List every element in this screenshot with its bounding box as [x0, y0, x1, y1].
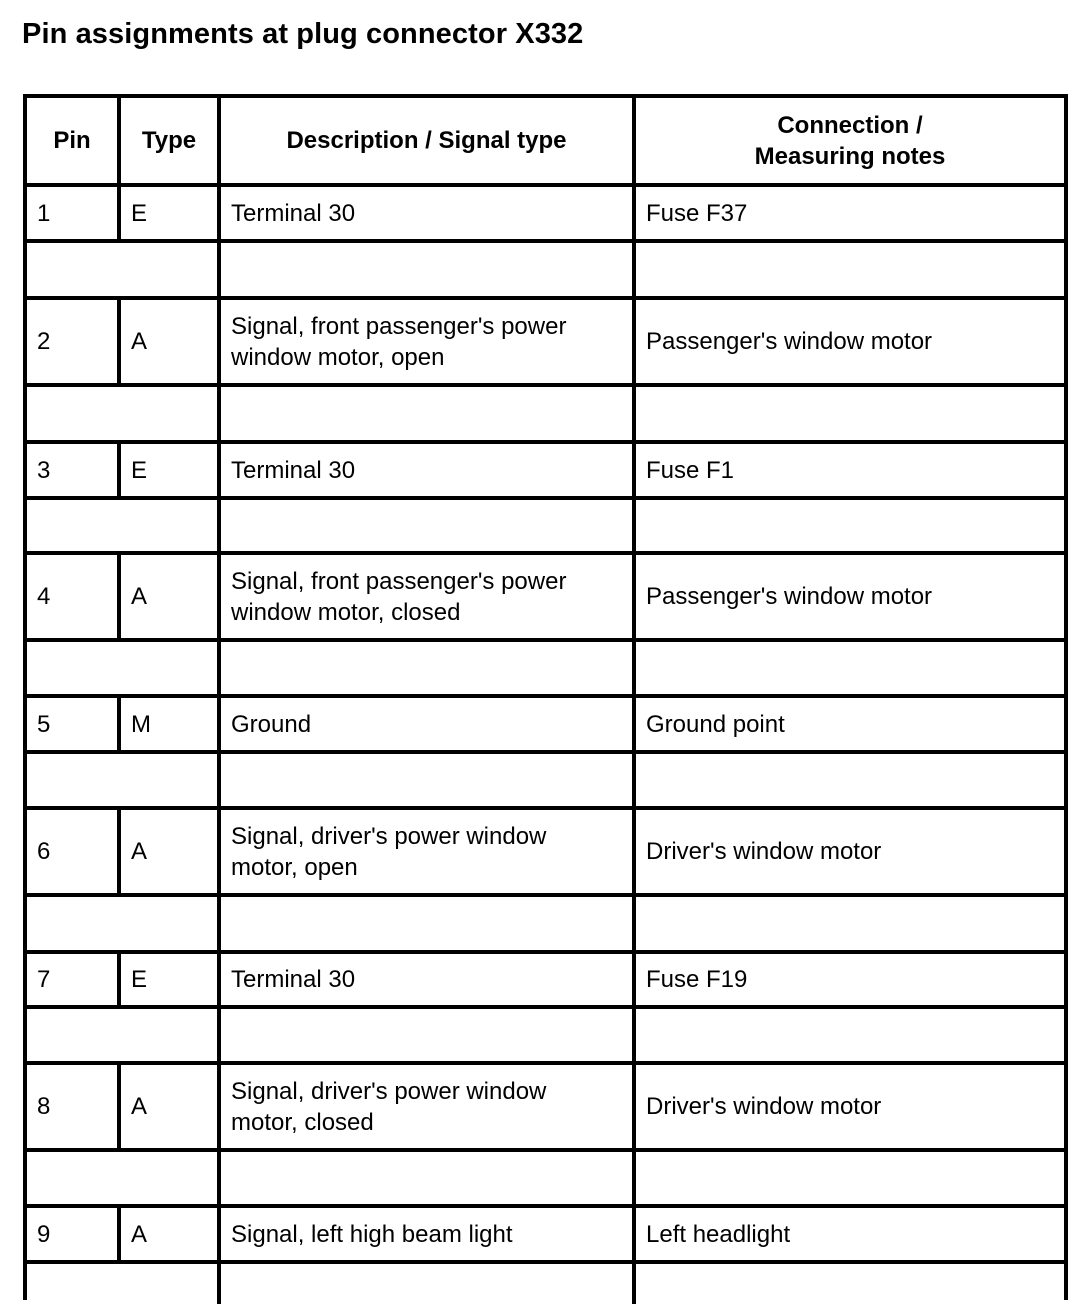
table-row — [27, 300, 1064, 387]
description-cell: Terminal 30 — [217, 444, 632, 496]
type-cell: A — [131, 1093, 148, 1120]
header-connection: Connection / Measuring notes — [632, 98, 1064, 183]
connection-cell: Left headlight — [632, 1208, 1064, 1260]
page-title: Pin assignments at plug connector X332 — [22, 18, 584, 50]
type-cell: A — [131, 1220, 148, 1248]
table-row — [27, 1208, 1064, 1264]
connection-cell: Driver's window motor — [632, 1065, 1064, 1148]
pin-cell: 4 — [27, 555, 121, 638]
pin-assignment-table — [23, 94, 1068, 1300]
pin-cell: 5 — [27, 698, 121, 750]
description-cell: Signal, driver's power window motor, closed — [217, 1065, 632, 1148]
spacer-row — [27, 243, 1064, 300]
spacer-row — [27, 754, 1064, 810]
description-cell: Signal, front passenger's power window motor, open — [217, 300, 632, 383]
table-row — [27, 187, 1064, 243]
spacer-row — [27, 1152, 1064, 1208]
pin-cell: 7 — [27, 954, 121, 1005]
table-header-row — [27, 98, 1064, 187]
type-cell: A — [131, 583, 148, 610]
table-row — [27, 954, 1064, 1009]
spacer-row — [27, 387, 1064, 444]
header-type: Type — [141, 127, 197, 154]
type-cell: E — [131, 966, 148, 993]
pin-cell: 9 — [27, 1208, 121, 1260]
table-row — [27, 1065, 1064, 1152]
connection-cell: Passenger's window motor — [632, 300, 1064, 383]
description-cell: Ground — [217, 698, 632, 750]
spacer-row — [27, 642, 1064, 698]
spacer-row — [27, 1264, 1064, 1304]
description-cell: Terminal 30 — [217, 187, 632, 239]
pin-cell: 1 — [27, 187, 121, 239]
pin-cell: 2 — [27, 300, 121, 383]
description-cell: Terminal 30 — [217, 954, 632, 1005]
spacer-row — [27, 500, 1064, 555]
connection-cell: Fuse F37 — [632, 187, 1064, 239]
table-row — [27, 698, 1064, 754]
spacer-row — [27, 897, 1064, 954]
type-cell: E — [131, 199, 148, 227]
spacer-row — [27, 1009, 1064, 1065]
header-pin: Pin — [27, 98, 121, 183]
connection-cell: Fuse F19 — [632, 954, 1064, 1005]
description-cell: Signal, left high beam light — [217, 1208, 632, 1260]
table-row — [27, 810, 1064, 897]
connection-cell: Driver's window motor — [632, 810, 1064, 893]
pin-cell: 3 — [27, 444, 121, 496]
type-cell: E — [131, 456, 148, 484]
type-cell: A — [131, 838, 148, 865]
type-cell: M — [131, 710, 151, 738]
description-cell: Signal, driver's power window motor, open — [217, 810, 632, 893]
connection-cell: Fuse F1 — [632, 444, 1064, 496]
description-cell: Signal, front passenger's power window motor, closed — [217, 555, 632, 638]
pin-cell: 6 — [27, 810, 121, 893]
table-row — [27, 555, 1064, 642]
pin-cell: 8 — [27, 1065, 121, 1148]
table-row — [27, 444, 1064, 500]
header-description: Description / Signal type — [217, 98, 632, 183]
connection-cell: Ground point — [632, 698, 1064, 750]
type-cell: A — [131, 328, 148, 355]
connection-cell: Passenger's window motor — [632, 555, 1064, 638]
